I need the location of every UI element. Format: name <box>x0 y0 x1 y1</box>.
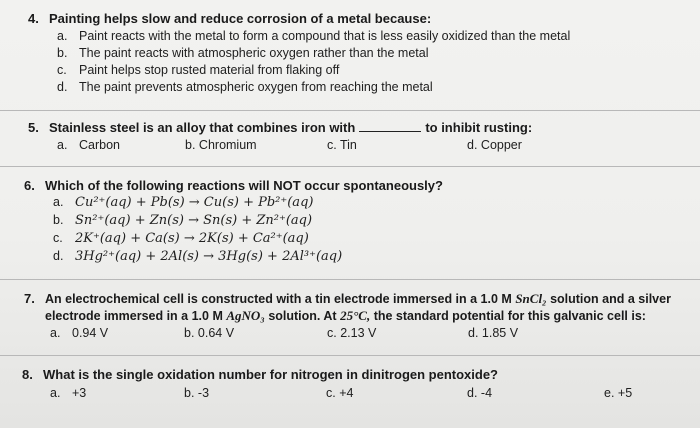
reaction-equation: Cu²⁺(aq) + Pb(s) → Cu(s) + Pb²⁺(aq) <box>75 195 314 210</box>
chemical-formula: AgNO₃ <box>226 308 265 323</box>
question-7-line-2-end: the standard potential for this galvanic cell is: <box>373 309 646 323</box>
question-7-option-a[interactable] <box>50 326 108 340</box>
option-letter: d. <box>467 386 478 400</box>
question-4-option-a[interactable] <box>57 29 570 43</box>
option-letter: c. <box>326 386 336 400</box>
question-4-number: 4. <box>28 11 39 26</box>
option-letter: c. <box>327 138 337 152</box>
option-letter: d. <box>468 326 479 340</box>
question-8-option-d[interactable] <box>467 386 492 400</box>
option-text: +3 <box>72 386 87 400</box>
option-text: Chromium <box>198 138 257 152</box>
option-text: 1.85 V <box>481 326 519 340</box>
question-5-text-before: Stainless steel is an alloy that combines iron with <box>49 120 356 135</box>
question-4-option-b[interactable] <box>57 46 429 60</box>
question-7-option-d[interactable] <box>468 326 518 340</box>
question-7-number: 7. <box>24 291 35 306</box>
question-4-option-c[interactable] <box>57 63 339 77</box>
section-divider <box>0 279 700 280</box>
option-letter: a. <box>57 138 68 152</box>
section-divider <box>0 355 700 356</box>
question-7-line-1-start: An electrochemical cell is constructed with a tin electrode immersed in a 1.0 M <box>45 292 512 306</box>
option-letter: a. <box>57 29 68 43</box>
reaction-equation: 2K⁺(aq) + Ca(s) → 2K(s) + Ca²⁺(aq) <box>75 231 309 246</box>
option-text: Carbon <box>79 138 120 152</box>
option-letter: a. <box>50 386 61 400</box>
option-text: Copper <box>480 138 522 152</box>
question-7-option-b[interactable] <box>184 326 234 340</box>
question-7-line-2-mid: solution. At <box>268 309 337 323</box>
option-letter: c. <box>57 63 67 77</box>
option-letter: b. <box>57 46 68 60</box>
question-4-option-d[interactable] <box>57 80 433 94</box>
option-letter: a. <box>53 195 64 209</box>
question-7-option-c[interactable] <box>327 326 376 340</box>
question-5-option-d[interactable] <box>467 138 522 152</box>
option-letter: d. <box>53 249 64 263</box>
question-8-number: 8. <box>22 367 33 382</box>
option-letter: e. <box>604 386 615 400</box>
option-letter: d. <box>57 80 68 94</box>
option-letter: b. <box>185 138 196 152</box>
question-7-line-1 <box>45 291 671 307</box>
option-text: 0.94 V <box>72 326 109 340</box>
temperature: 25°C, <box>340 308 371 323</box>
option-letter: d. <box>467 138 478 152</box>
section-divider <box>0 166 700 167</box>
question-7-line-2 <box>45 308 646 324</box>
question-6-number: 6. <box>24 178 35 193</box>
option-text: Tin <box>339 138 357 152</box>
option-letter: b. <box>53 213 64 227</box>
question-5-text <box>49 120 532 135</box>
reaction-equation: 3Hg²⁺(aq) + 2Al(s) → 3Hg(s) + 2Al³⁺(aq) <box>75 249 343 264</box>
option-text: -4 <box>480 386 493 400</box>
question-6-option-a[interactable] <box>53 195 313 210</box>
option-text: The paint reacts with atmospheric oxygen rather than the metal <box>79 46 429 60</box>
question-5-text-after: to inhibit rusting: <box>425 120 533 135</box>
question-8-text: What is the single oxidation number for nitrogen in dinitrogen pentoxide? <box>43 367 498 382</box>
option-text: Paint reacts with the metal to form a compound that is less easily oxidized than the metal <box>79 29 571 43</box>
question-8-option-c[interactable] <box>326 386 353 400</box>
question-5-number: 5. <box>28 120 39 135</box>
option-letter: c. <box>53 231 63 245</box>
option-text: +4 <box>339 386 354 400</box>
option-letter: c. <box>327 326 337 340</box>
question-8-option-a[interactable] <box>50 386 86 400</box>
question-8-option-e[interactable] <box>604 386 632 400</box>
question-7-line-1-end: solution and a silver <box>550 292 671 306</box>
option-text: The paint prevents atmospheric oxygen from reaching the metal <box>79 80 433 94</box>
option-text: 2.13 V <box>340 326 377 340</box>
option-letter: b. <box>184 386 195 400</box>
question-6-option-d[interactable] <box>53 249 342 264</box>
option-text: -3 <box>197 386 210 400</box>
option-letter: b. <box>184 326 195 340</box>
question-6-option-c[interactable] <box>53 231 309 246</box>
section-divider <box>0 110 700 111</box>
question-7-line-2-start: electrode immersed in a 1.0 M <box>45 309 223 323</box>
chemical-formula: SnCl₂ <box>515 291 547 306</box>
option-text: +5 <box>617 386 633 400</box>
reaction-equation: Sn²⁺(aq) + Zn(s) → Sn(s) + Zn²⁺(aq) <box>75 213 313 228</box>
question-8-option-b[interactable] <box>184 386 209 400</box>
question-6-option-b[interactable] <box>53 213 312 228</box>
option-letter: a. <box>50 326 61 340</box>
option-text: Paint helps stop rusted material from flaking off <box>79 63 340 77</box>
question-5-option-c[interactable] <box>327 138 357 152</box>
option-text: 0.64 V <box>197 326 235 340</box>
question-6-text: Which of the following reactions will NOT occur spontaneously? <box>45 178 443 193</box>
question-5-option-b[interactable] <box>185 138 257 152</box>
question-5-option-a[interactable] <box>57 138 120 152</box>
answer-blank <box>359 121 421 132</box>
question-4-text: Painting helps slow and reduce corrosion of a metal because: <box>49 11 432 26</box>
